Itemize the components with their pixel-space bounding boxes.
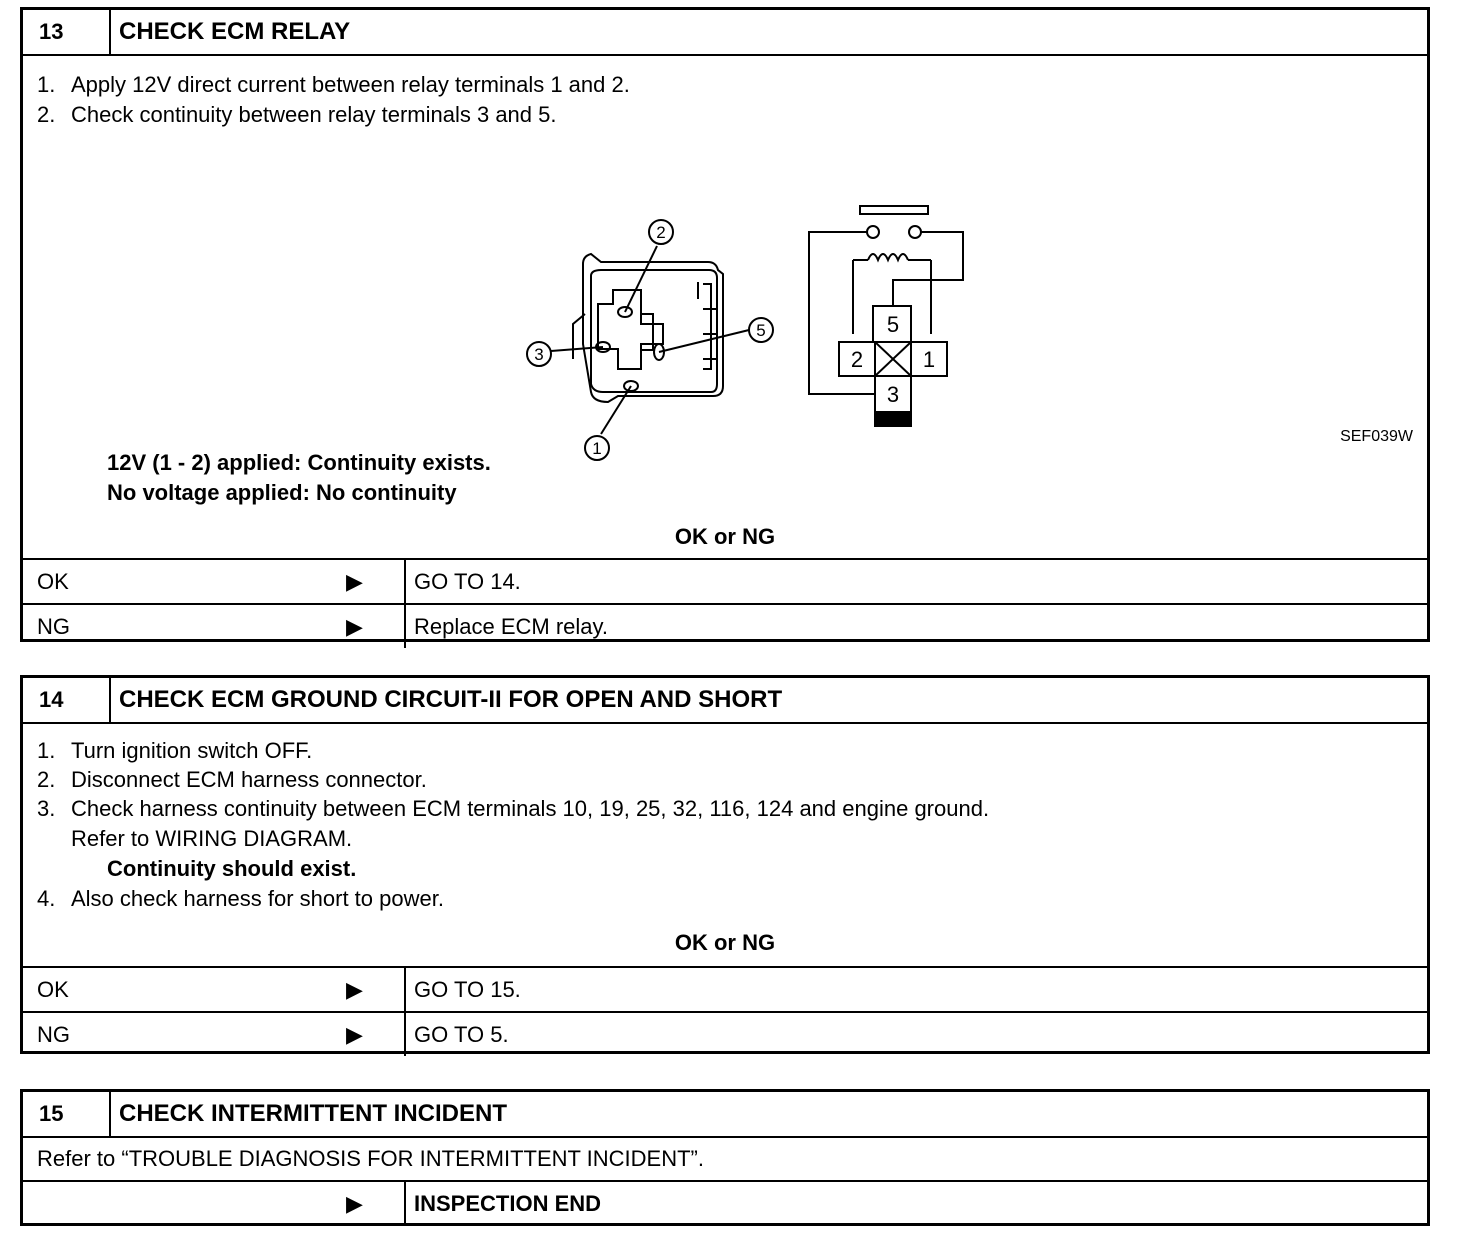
result-action: INSPECTION END: [414, 1191, 602, 1216]
relay-terminal-3-label: 3: [534, 345, 544, 364]
ok-or-ng-label: OK or NG: [674, 930, 776, 955]
reference-text: Refer to “TROUBLE DIAGNOSIS FOR INTERMITTENT INCIDENT”.: [37, 1146, 704, 1171]
step-title: CHECK ECM GROUND CIRCUIT-II FOR OPEN AND SHORT: [119, 686, 783, 713]
instruction-text: Turn ignition switch OFF.: [71, 738, 313, 763]
step-number: 14: [23, 678, 111, 722]
step-header: [23, 1092, 1427, 1138]
arrow-right-icon: ▶: [346, 1191, 363, 1216]
relay-terminal-5-label: 5: [756, 321, 766, 340]
schematic-terminal-5: 5: [886, 312, 900, 337]
instruction-text: Disconnect ECM harness connector.: [71, 767, 427, 792]
result-label: NG: [37, 614, 70, 639]
relay-terminal-1-label: 1: [592, 439, 602, 458]
result-label: OK: [37, 569, 69, 594]
arrow-right-icon: ▶: [346, 977, 363, 1002]
step-title: CHECK ECM RELAY: [119, 18, 351, 45]
result-row-ok: [23, 558, 1427, 603]
relay-terminal-2-label: 2: [656, 223, 666, 242]
step-body: [23, 56, 1427, 558]
result-action: GO TO 15.: [414, 977, 521, 1002]
step-body: [23, 724, 1427, 966]
result-action: GO TO 5.: [414, 1022, 509, 1047]
step-header: [23, 10, 1427, 56]
schematic-terminal-2: 2: [850, 347, 864, 372]
instruction-text: Refer to WIRING DIAGRAM.: [71, 826, 353, 851]
result-row-end: [23, 1180, 1427, 1225]
result-row-ok: [23, 966, 1427, 1011]
step-number: 13: [23, 10, 111, 54]
instruction-1: [37, 738, 312, 764]
relay-terminal-labels: [527, 220, 773, 460]
figure-code: SEF039W: [1340, 428, 1413, 445]
instruction-text: Apply 12V direct current between relay terminals 1 and 2.: [71, 72, 630, 97]
instruction-number: 2.: [37, 767, 56, 792]
instruction-4: [37, 886, 444, 912]
instruction-number: 3.: [37, 796, 56, 821]
schematic-terminal-3: 3: [886, 382, 900, 407]
result-action: GO TO 14.: [414, 569, 521, 594]
step-13: [20, 7, 1430, 642]
instruction-number: 2.: [37, 102, 56, 127]
step-15: [20, 1089, 1430, 1226]
relay-body-drawing: [551, 246, 749, 434]
step-14: [20, 675, 1430, 1054]
instruction-2: [37, 767, 427, 793]
instruction-text: Continuity should exist.: [107, 856, 357, 881]
arrow-right-icon: ▶: [346, 569, 363, 594]
instruction-2: [37, 102, 556, 128]
arrow-right-icon: ▶: [346, 614, 363, 639]
step-number: 15: [23, 1092, 111, 1136]
ecm-relay-figure: [513, 164, 983, 464]
arrow-right-icon: ▶: [346, 1022, 363, 1047]
schematic-terminal-1: 1: [922, 347, 936, 372]
instruction-number: 1.: [37, 72, 56, 97]
instruction-1: [37, 72, 630, 98]
step-title: CHECK INTERMITTENT INCIDENT: [119, 1100, 507, 1127]
result-label: NG: [37, 1022, 70, 1047]
spec-line-1: 12V (1 - 2) applied: Continuity exists.: [107, 450, 491, 475]
instruction-text: Check continuity between relay terminals 3 and 5.: [71, 102, 557, 127]
instruction-3: [37, 796, 989, 822]
instruction-3-spec: [107, 856, 356, 882]
result-row-ng: [23, 603, 1427, 648]
spec-line-2: No voltage applied: No continuity: [107, 480, 457, 505]
result-label: OK: [37, 977, 69, 1002]
instruction-number: 1.: [37, 738, 56, 763]
result-row-ng: [23, 1011, 1427, 1056]
ok-or-ng-label: OK or NG: [674, 524, 776, 549]
result-action: Replace ECM relay.: [414, 614, 608, 639]
step-header: [23, 678, 1427, 724]
instruction-text: Also check harness for short to power.: [71, 886, 444, 911]
instruction-text: Check harness continuity between ECM terminals 10, 19, 25, 32, 116, 124 and engine ground.: [71, 796, 990, 821]
instruction-number: 4.: [37, 886, 56, 911]
instruction-3-note: [37, 826, 352, 852]
